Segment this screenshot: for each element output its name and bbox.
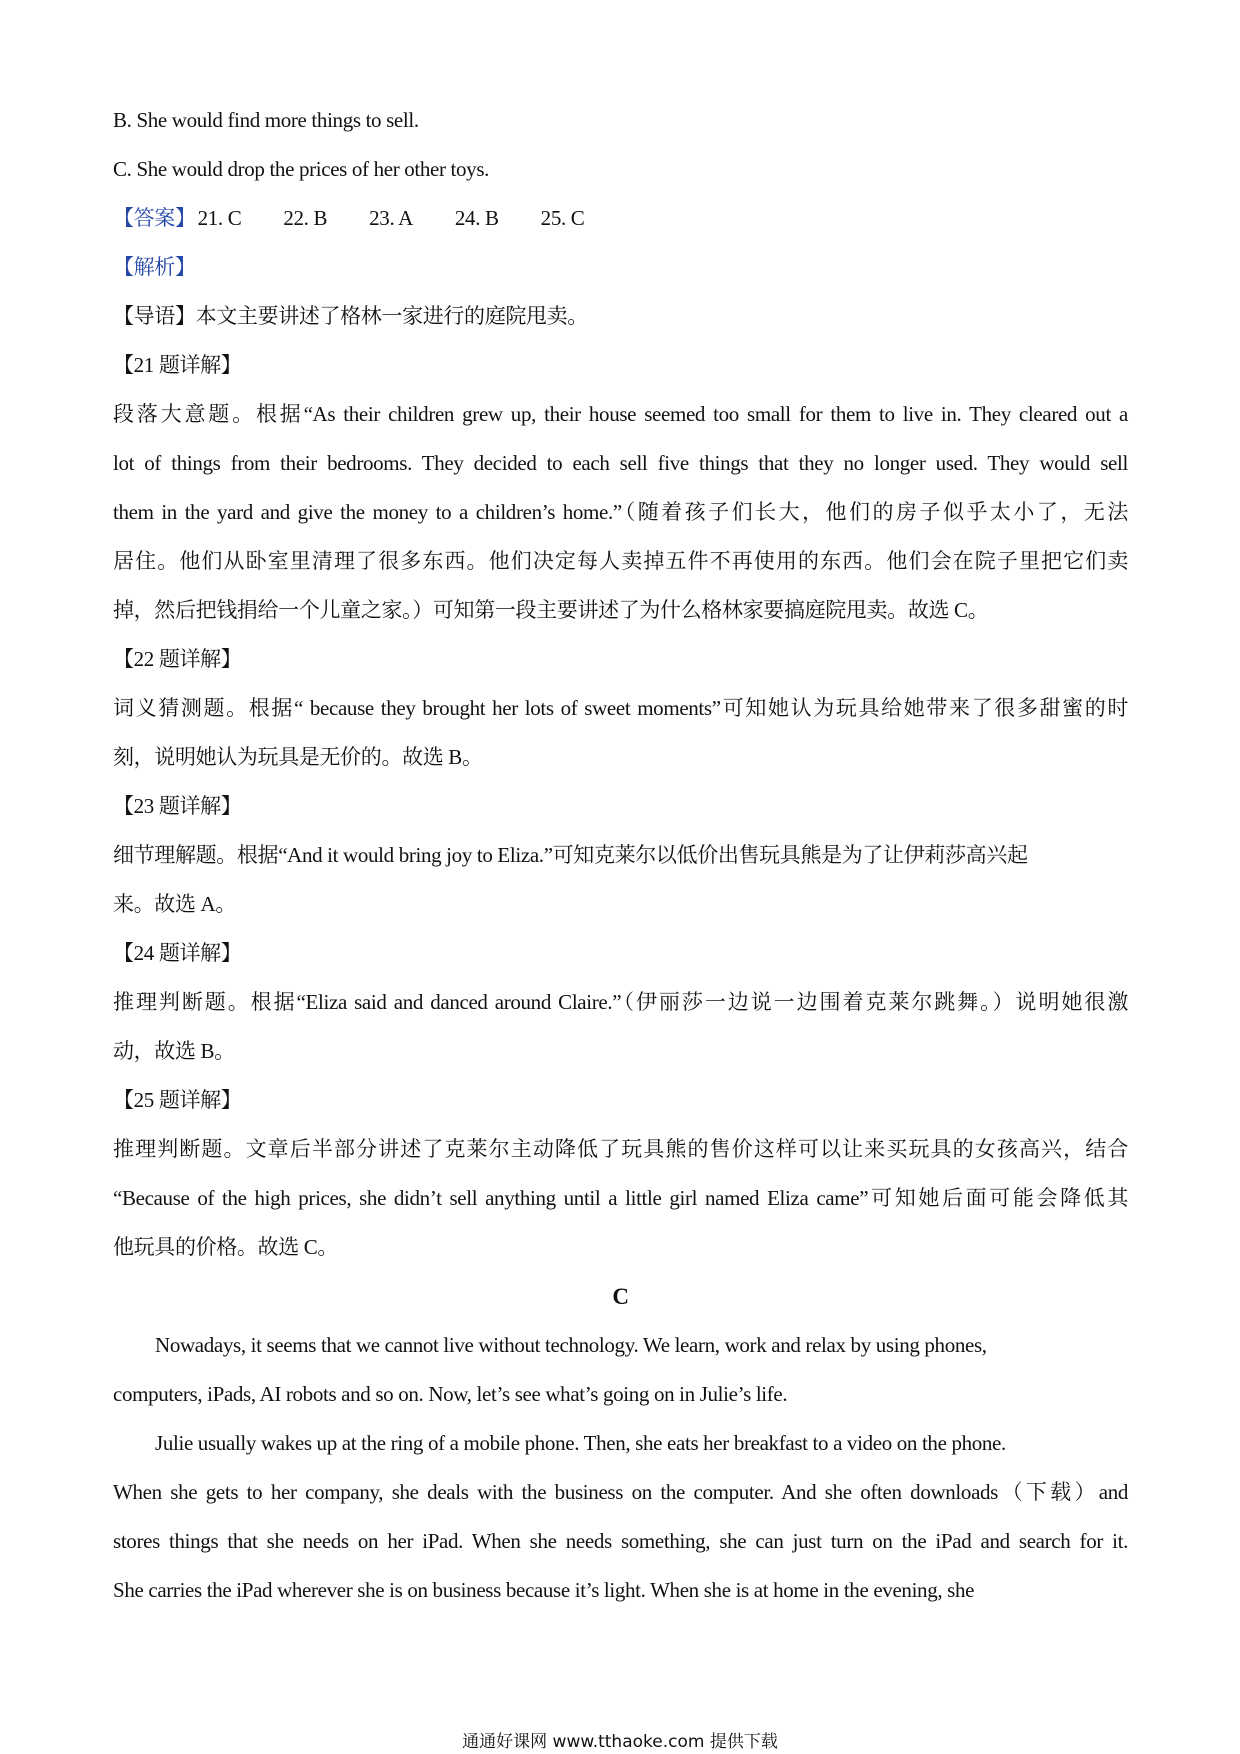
q22-line: 刻，说明她认为玩具是无价的。故选 B。 (113, 745, 483, 769)
q25-line: 他玩具的价格。故选 C。 (113, 1235, 339, 1259)
q21-line: them in the yard and give the money to a children’s home.”（随着孩子们长大，他们的房子似乎太小了，无法 (113, 500, 1128, 524)
answer-label: 【答案】 (113, 206, 196, 230)
q21-line: 掉，然后把钱捐给一个儿童之家。）可知第一段主要讲述了为什么格林家要搞庭院甩卖。故选 C。 (113, 598, 989, 622)
q23-heading: 【23 题详解】 (113, 794, 242, 818)
q22-heading: 【22 题详解】 (113, 647, 242, 671)
page-footer: 通通好课网 www.tthaoke.com 提供下载 (462, 1732, 778, 1752)
section-c-title: C (612, 1284, 629, 1309)
passage-line: Nowadays, it seems that we cannot live without technology. We learn, work and relax by using phones, (155, 1333, 987, 1357)
answer-item: 22. B (283, 206, 328, 230)
passage-line: stores things that she needs on her iPad. When she needs something, she can just turn on the iPad and search for it. (113, 1529, 1128, 1553)
analysis-label: 【解析】 (113, 255, 196, 279)
answer-item: 23. A (369, 206, 413, 230)
q21-line: 段落大意题。根据“As their children grew up, their house seemed too small for them to live in. They cleared out a (113, 402, 1128, 426)
q22-line: 词义猜测题。根据“ because they brought her lots of sweet moments”可知她认为玩具给她带来了很多甜蜜的时 (113, 696, 1128, 720)
q25-heading: 【25 题详解】 (113, 1088, 242, 1112)
answer-item: 21. C (197, 206, 242, 230)
passage-line: computers, iPads, AI robots and so on. Now, let’s see what’s going on in Julie’s life. (113, 1382, 788, 1406)
q23-line: 来。故选 A。 (113, 892, 236, 916)
q24-line: 推理判断题。根据“Eliza said and danced around Claire.”（伊丽莎一边说一边围着克莱尔跳舞。）说明她很激 (113, 990, 1128, 1014)
q24-line: 动，故选 B。 (113, 1039, 235, 1063)
passage-line: She carries the iPad wherever she is on business because it’s light. When she is at home in the evening, she (113, 1578, 975, 1602)
answer-row (113, 194, 1128, 243)
q21-line: 居住。他们从卧室里清理了很多东西。他们决定每人卖掉五件不再使用的东西。他们会在院子里把它们卖 (113, 549, 1128, 573)
q25-line: 推理判断题。文章后半部分讲述了克莱尔主动降低了玩具熊的售价这样可以让来买玩具的女孩高兴，结合 (113, 1137, 1128, 1161)
q25-line: “Because of the high prices, she didn’t sell anything until a little girl named Eliza came”可知她后面可能会降低其 (113, 1186, 1128, 1210)
answer-item: 24. B (454, 206, 499, 230)
answer-item: 25. C (540, 206, 585, 230)
passage-line: When she gets to her company, she deals with the business on the computer. And she often downloads（下载）and (113, 1480, 1128, 1504)
intro-text: 【导语】本文主要讲述了格林一家进行的庭院甩卖。 (113, 304, 588, 328)
passage-line: Julie usually wakes up at the ring of a mobile phone. Then, she eats her breakfast to a video on the phone. (155, 1431, 1006, 1455)
q24-heading: 【24 题详解】 (113, 941, 242, 965)
q21-line: lot of things from their bedrooms. They decided to each sell five things that they no longer used. They would sell (113, 451, 1128, 475)
option-c: C. She would drop the prices of her other toys. (113, 157, 490, 181)
document-page (113, 96, 1128, 1615)
q23-line: 细节理解题。根据“And it would bring joy to Eliza.”可知克莱尔以低价出售玩具熊是为了让伊莉莎高兴起 (113, 843, 1028, 867)
option-b: B. She would find more things to sell. (113, 108, 419, 132)
q21-heading: 【21 题详解】 (113, 353, 242, 377)
